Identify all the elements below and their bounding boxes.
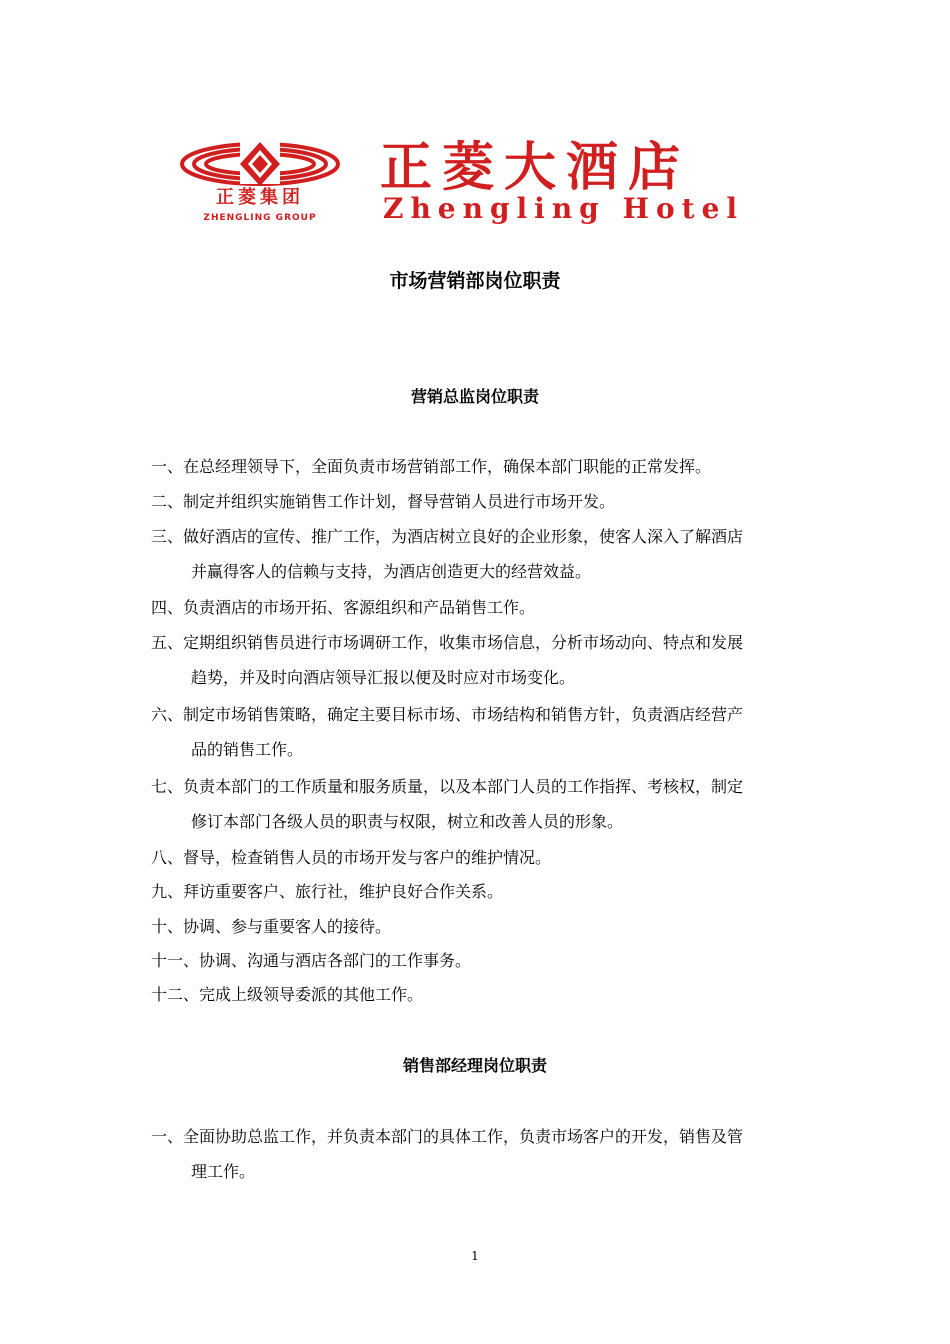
document-title: 市场营销部岗位职责 bbox=[389, 270, 561, 292]
hotel-name-cn: 正菱大酒店 bbox=[380, 138, 691, 198]
list-item: 九、拜访重要客户、旅行社，维护良好合作关系。 bbox=[151, 882, 504, 901]
section-heading: 营销总监岗位职责 bbox=[410, 387, 539, 406]
zhengling-group-mark bbox=[178, 138, 342, 224]
list-item: 六、制定市场销售策略，确定主要目标市场、市场结构和销售方针，负责酒店经营产 品的销售工作。 bbox=[151, 705, 744, 759]
diamond-rings-icon bbox=[178, 138, 342, 188]
list-item: 十一、协调、沟通与酒店各部门的工作事务。 bbox=[151, 951, 472, 970]
list-item: 七、负责本部门的工作质量和服务质量，以及本部门人员的工作指挥、考核权，制定 修订本部门各级人员的职责与权限，树立和改善人员的形象。 bbox=[151, 777, 744, 831]
group-name-en: ZHENGLING GROUP bbox=[203, 213, 317, 223]
list-item: 四、负责酒店的市场开拓、客源组织和产品销售工作。 bbox=[151, 598, 536, 617]
hotel-logo bbox=[178, 132, 790, 228]
list-item: 三、做好酒店的宣传、推广工作，为酒店树立良好的企业形象，使客人深入了解酒店 并赢得客人的信赖与支持，为酒店创造更大的经营效益。 bbox=[151, 527, 744, 581]
group-name-cn: 正菱集团 bbox=[216, 187, 304, 208]
list-item: 一、全面协助总监工作，并负责本部门的具体工作，负责市场客户的开发，销售及管 理工作。 bbox=[151, 1127, 744, 1181]
list-item: 一、在总经理领导下，全面负责市场营销部工作，确保本部门职能的正常发挥。 bbox=[151, 457, 712, 476]
list-item: 十、协调、参与重要客人的接待。 bbox=[151, 917, 392, 936]
list-item: 八、督导，检查销售人员的市场开发与客户的维护情况。 bbox=[151, 848, 552, 867]
list-item: 二、制定并组织实施销售工作计划，督导营销人员进行市场开发。 bbox=[151, 492, 616, 511]
list-item: 十二、完成上级领导委派的其他工作。 bbox=[151, 985, 424, 1004]
list-item: 五、定期组织销售员进行市场调研工作，收集市场信息，分析市场动向、特点和发展 趋势，并及时向酒店领导汇报以便及时应对市场变化。 bbox=[151, 633, 744, 687]
page-number: 1 bbox=[471, 1249, 479, 1263]
hotel-name-en: Zhengling Hotel bbox=[383, 192, 745, 225]
section-heading: 销售部经理岗位职责 bbox=[402, 1056, 547, 1075]
